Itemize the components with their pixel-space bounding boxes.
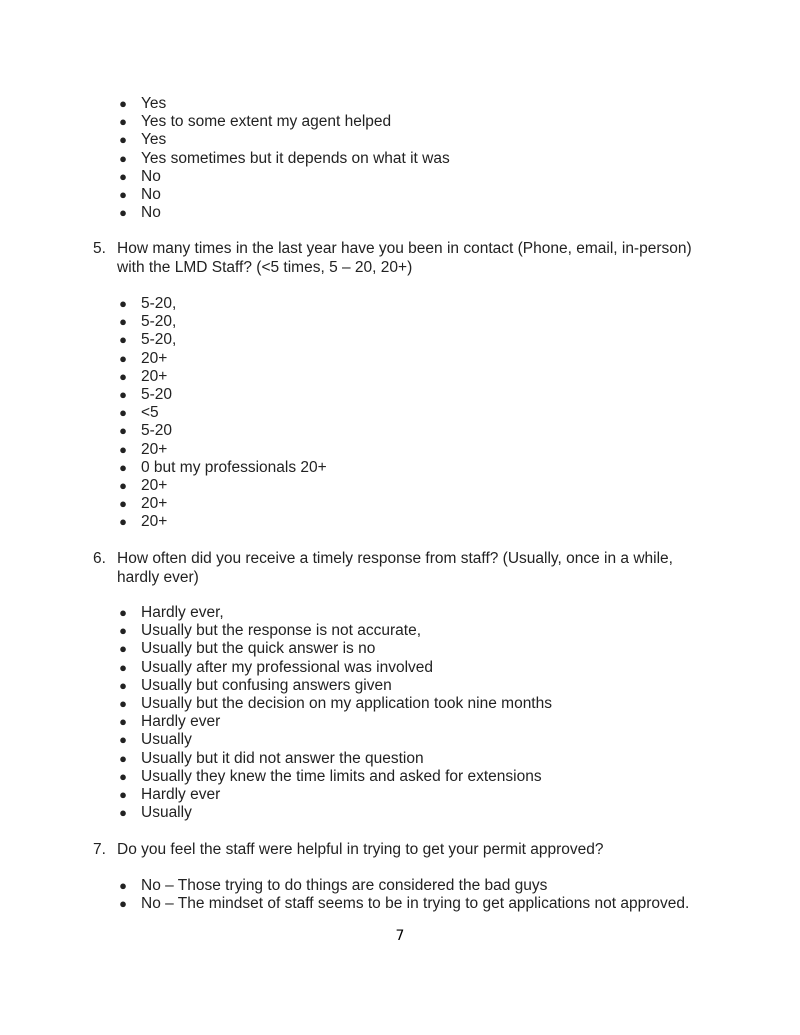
list-item: ● Usually but the response is not accurate, [0,622,800,640]
bullet-icon: ● [119,677,127,693]
answers-list-previous [0,95,800,222]
bullet-icon: ● [119,296,127,311]
question-text: How often did you receive a timely response from staff? (Usually, once in a while, hardly ever) [117,550,673,586]
bullet-icon: ● [119,423,127,439]
list-item: ● 20+ [0,495,800,513]
question-text: Do you feel the staff were helpful in trying to get your permit approved? [117,841,604,858]
question-5 [0,240,800,277]
bullet-icon: ● [119,750,127,766]
list-item: ● 0 but my professionals 20+ [0,459,800,477]
bullet-icon: ● [119,350,127,366]
bullet-icon: ● [119,514,127,530]
list-item: ● <5 [0,404,800,422]
bullet-icon: ● [119,896,127,912]
list-item: ● Usually [0,731,800,749]
bullet-icon: ● [119,477,127,493]
bullet-icon: ● [119,132,127,148]
bullet-icon: ● [119,878,127,893]
list-item: ● 5-20 [0,386,800,404]
bullet-icon: ● [119,459,127,475]
list-item: ● Usually but it did not answer the question [0,750,800,768]
list-item: ● Yes sometimes but it depends on what it was [0,150,800,168]
bullet-icon: ● [119,168,127,184]
list-item: ● No [0,204,800,222]
list-item: ● No – Those trying to do things are considered the bad guys [0,877,800,895]
bullet-icon: ● [119,150,127,166]
list-item: ● Usually after my professional was involved [0,659,800,677]
bullet-icon: ● [119,605,127,620]
list-item: ● 5-20, [0,295,800,313]
list-item: ● Hardly ever [0,713,800,731]
bullet-icon: ● [119,386,127,402]
list-item: ● Hardly ever [0,786,800,804]
list-item: ● 5-20 [0,422,800,440]
list-item: ● 20+ [0,350,800,368]
list-item: ● Usually but the decision on my application took nine months [0,695,800,713]
bullet-icon: ● [119,114,127,130]
list-item: ● 5-20, [0,313,800,331]
question-number: 7. [93,841,106,858]
bullet-icon: ● [119,332,127,348]
bullet-icon: ● [119,186,127,202]
bullet-icon: ● [119,659,127,675]
bullet-icon: ● [119,695,127,711]
list-item: ● 20+ [0,477,800,495]
list-item: ● Usually [0,804,800,822]
bullet-icon: ● [119,623,127,639]
list-item: ● 20+ [0,368,800,386]
bullet-icon: ● [119,768,127,784]
bullet-icon: ● [119,805,127,821]
question-number: 6. [93,550,106,567]
list-item: ● Yes [0,131,800,149]
bullet-icon: ● [119,496,127,512]
question-number: 5. [93,240,106,257]
list-item: ● Usually but confusing answers given [0,677,800,695]
list-item: ● No [0,186,800,204]
answers-list-q5 [0,295,800,531]
bullet-icon: ● [119,405,127,421]
bullet-icon: ● [119,368,127,384]
bullet-icon: ● [119,205,127,221]
answers-list-q6 [0,604,800,822]
list-item: ● 20+ [0,513,800,531]
list-item: ● Usually but the quick answer is no [0,640,800,658]
bullet-icon: ● [119,441,127,457]
question-text: How many times in the last year have you been in contact (Phone, email, in-person) with the LMD Staff? (<5 times, 5 – 20, 20+) [117,240,692,276]
list-item: ● Yes to some extent my agent helped [0,113,800,131]
list-item: ● 20+ [0,441,800,459]
list-item: ● 5-20, [0,331,800,349]
bullet-icon: ● [119,314,127,330]
list-item: ● Yes [0,95,800,113]
bullet-icon: ● [119,714,127,730]
list-item: ● Hardly ever, [0,604,800,622]
list-item: ● No [0,168,800,186]
list-item: ● No – The mindset of staff seems to be in trying to get applications not approved. [0,895,800,913]
bullet-icon: ● [119,96,127,111]
bullet-icon: ● [119,732,127,748]
answers-list-q7 [0,877,800,913]
question-7 [0,841,800,860]
bullet-icon: ● [119,786,127,802]
question-6 [0,550,800,587]
page-number: 7 [395,928,405,944]
list-item: ● Usually they knew the time limits and asked for extensions [0,768,800,786]
bullet-icon: ● [119,641,127,657]
